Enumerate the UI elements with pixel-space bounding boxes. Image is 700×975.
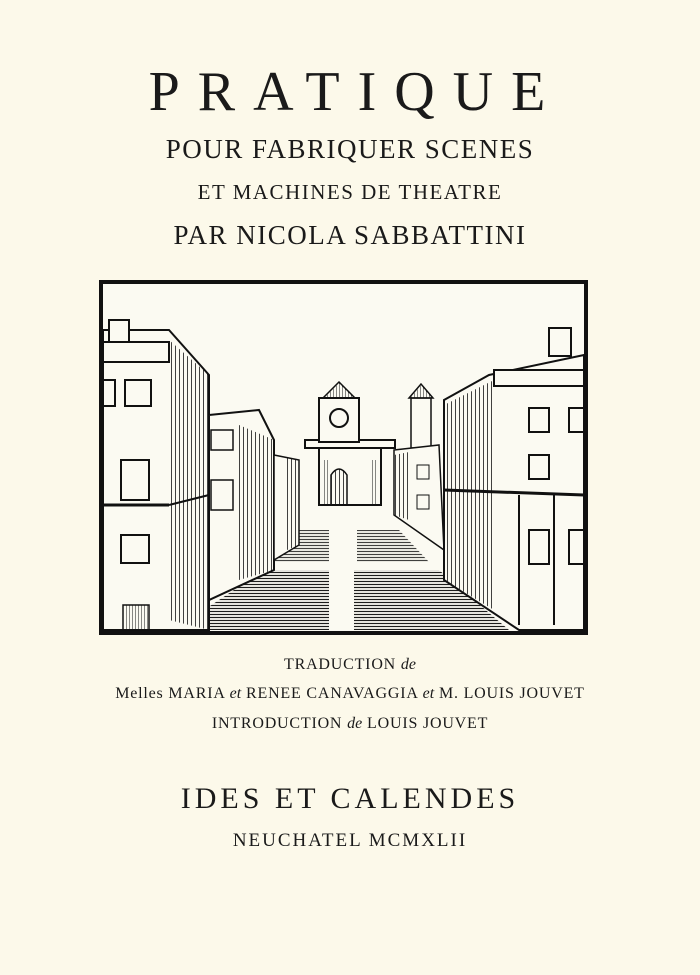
publisher-place-year: NEUCHATEL MCMXLII (232, 830, 468, 851)
subtitle-line-1: POUR FABRIQUER SCENES (165, 134, 535, 164)
translation-de: de (400, 656, 416, 673)
translators-prefix: Melles (115, 685, 164, 702)
introduction-credit (0, 715, 700, 733)
translator-3: M. LOUIS JOUVET (438, 685, 585, 702)
translation-label: TRADUCTION (284, 656, 397, 673)
author-line: PAR NICOLA SABBATTINI (173, 220, 527, 250)
introduction-de: de (347, 715, 363, 732)
translators-et-2: et (422, 685, 435, 702)
introduction-author: LOUIS JOUVET (367, 715, 489, 732)
translator-1: MARIA (168, 685, 225, 702)
introduction-label: INTRODUCTION (211, 715, 343, 732)
subtitle-line-2: ET MACHINES DE THEATRE (197, 180, 503, 204)
woodcut-street-scene-icon (99, 280, 588, 635)
book-title: PRATIQUE (148, 61, 564, 123)
translators-et-1: et (229, 685, 242, 702)
publisher-name: IDES ET CALENDES (180, 782, 520, 815)
translator-2: RENEE CANAVAGGIA (246, 685, 418, 702)
translation-credit (0, 656, 700, 674)
translators-line (0, 685, 700, 703)
